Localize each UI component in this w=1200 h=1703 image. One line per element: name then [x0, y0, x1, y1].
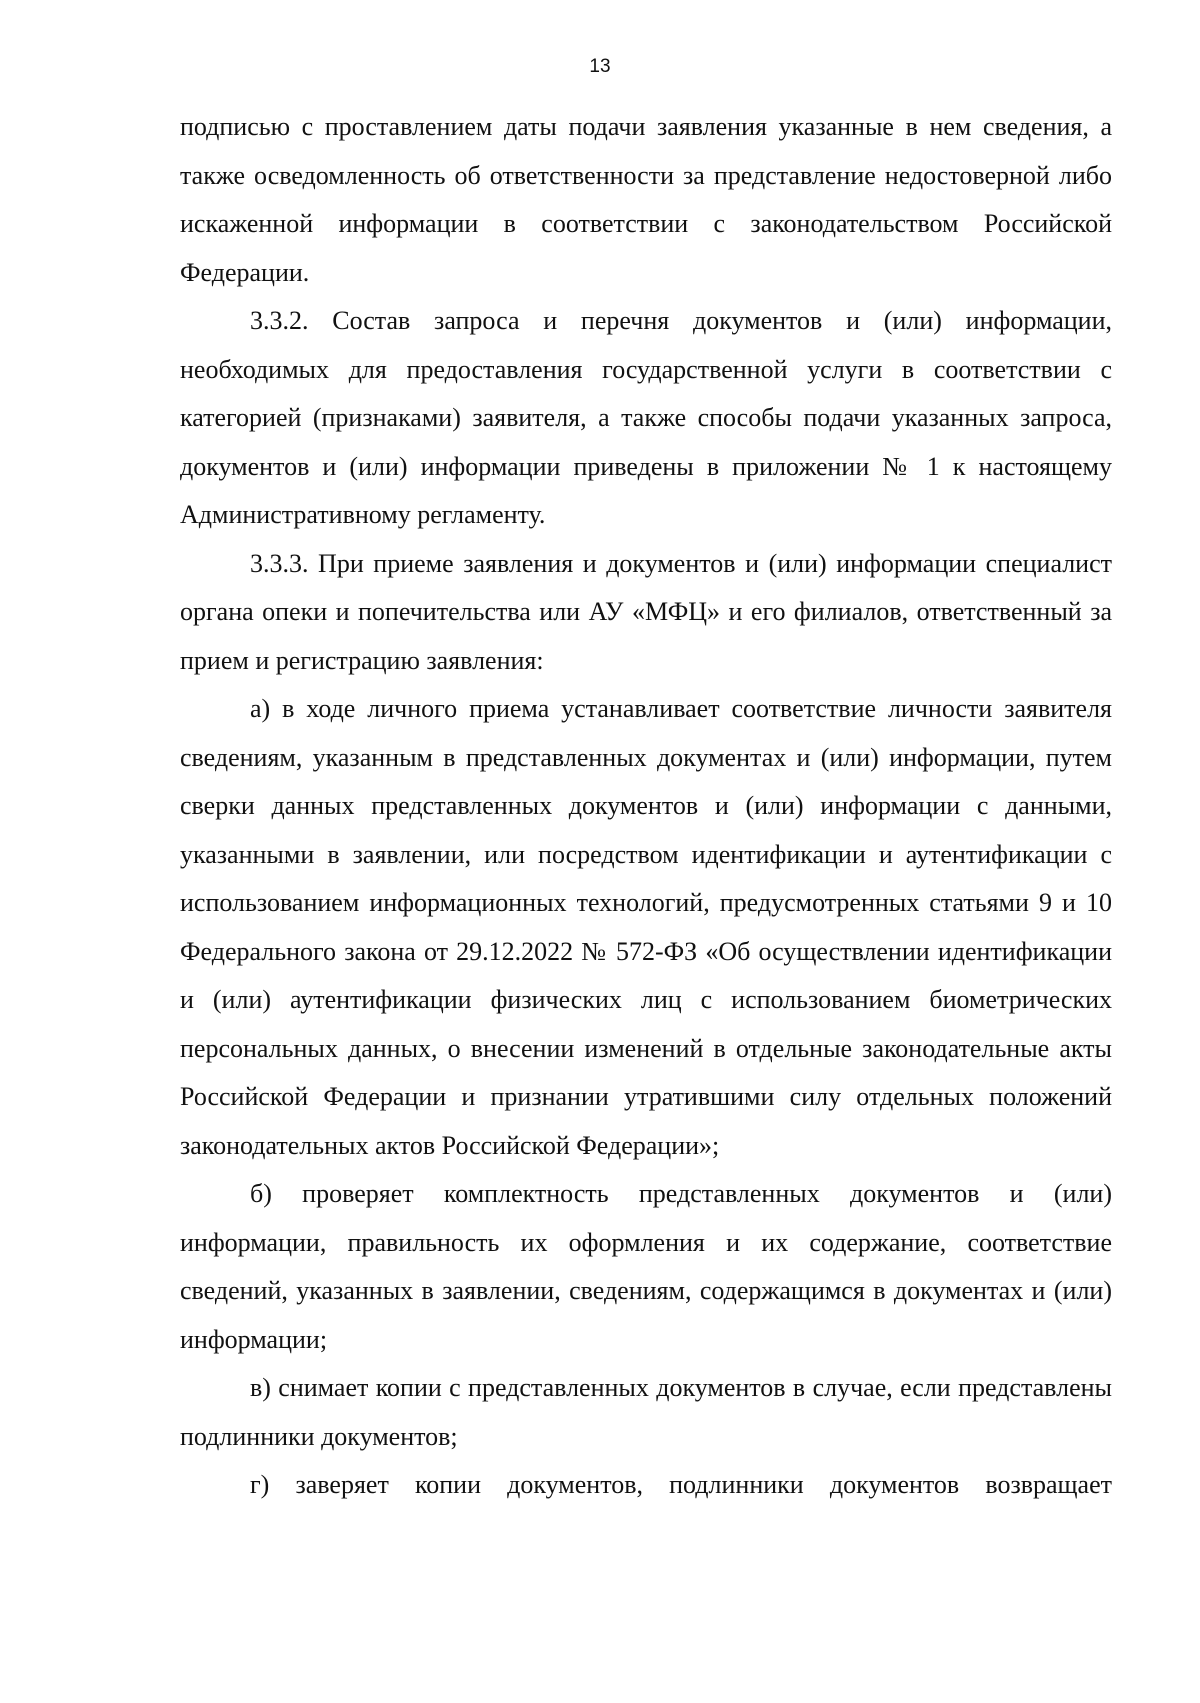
- paragraph-item-b: б) проверяет комплектность представленных документов и (или) информации, правильность их оформления и их содержание, соответствие сведений, указанных в заявлении, сведениям, содержащимся в документах и (или) информации;: [180, 1179, 1112, 1354]
- paragraph-continuation: подписью с проставлением даты подачи заявления указанные в нем сведения, а также осведомленность об ответственности за представление недостоверной либо искаженной информации в соответствии с законодательством Российской Федерации.: [180, 112, 1112, 287]
- paragraph-item-g: г) заверяет копии документов, подлинники документов возвращает: [250, 1470, 1112, 1499]
- paragraph-clause-3-3-3: 3.3.3. При приеме заявления и документов и (или) информации специалист органа опеки и попечительства или АУ «МФЦ» и его филиалов, ответственный за прием и регистрацию заявления:: [180, 548, 1112, 675]
- paragraph-item-v: в) снимает копии с представленных документов в случае, если представлены подлинники документов;: [180, 1373, 1112, 1451]
- document-body: [180, 103, 1112, 1510]
- paragraph-clause-3-3-2: 3.3.2. Состав запроса и перечня документов и (или) информации, необходимых для предоставления государственной услуги в соответствии с категорией (признаками) заявителя, а также способы подачи указанных запроса, документов и (или) информации приведены в приложении № 1 к настоящему Административному регламенту.: [180, 306, 1112, 529]
- page-number: 13: [589, 56, 611, 77]
- paragraph-item-a: а) в ходе личного приема устанавливает соответствие личности заявителя сведениям, указанным в представленных документах и (или) информации, путем сверки данных представленных документов и (или) информации с данными, указанными в заявлении, или посредством идентификации и аутентификации с использованием информационных технологий, предусмотренных статьями 9 и 10 Федерального закона от 29.12.2022 № 572-ФЗ «Об осуществлении идентификации и (или) аутентификации физических лиц с использованием биометрических персональных данных, о внесении изменений в отдельные законодательные акты Российской Федерации и признании утратившими силу отдельных положений законодательных актов Российской Федерации»;: [180, 694, 1112, 1160]
